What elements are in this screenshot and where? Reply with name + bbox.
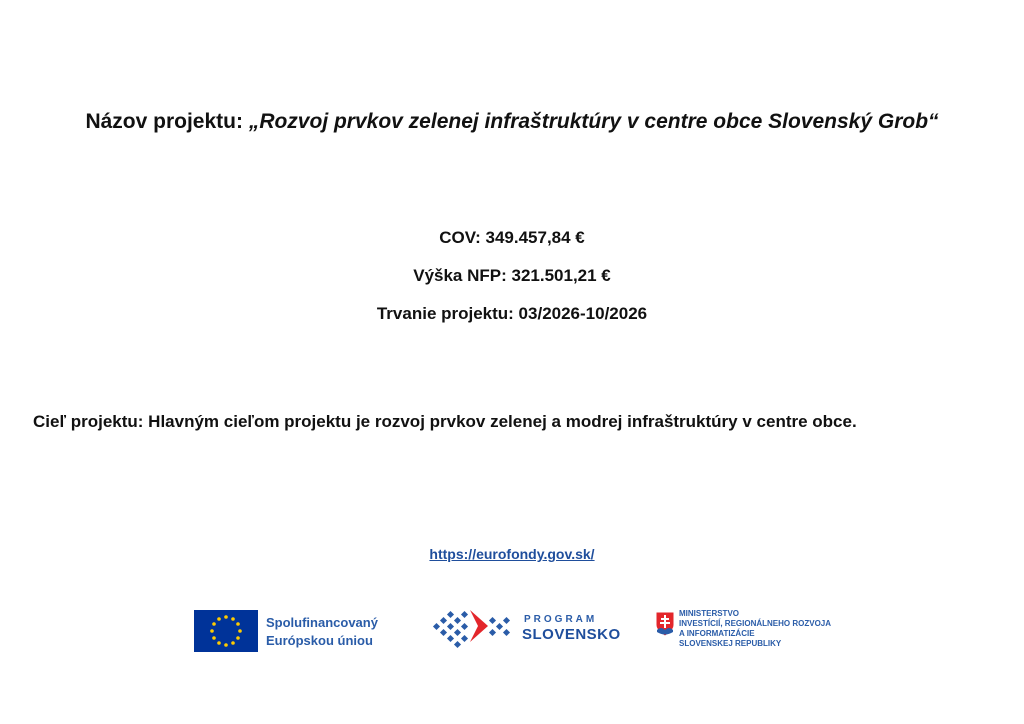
eu-line-1: Spolufinancovaný [266, 615, 378, 630]
program-label: PROGRAM [524, 614, 598, 625]
ministry-line-4: SLOVENSKEJ REPUBLIKY [679, 639, 782, 648]
eurofondy-link[interactable]: https://eurofondy.gov.sk/ [429, 546, 595, 562]
eu-cofunded-text [266, 614, 378, 650]
slovak-coat-of-arms-icon [655, 611, 675, 642]
cov-value: COV: 349.457,84 € [439, 228, 585, 247]
project-duration: Trvanie projektu: 03/2026-10/2026 [376, 304, 648, 323]
project-goal: Cieľ projektu: Hlavným cieľom projektu je rozvoj prvkov zelenej a modrej infraštruktúry v centre obce. [33, 412, 857, 431]
ministry-line-3: A INFORMATIZÁCIE [679, 629, 755, 638]
ministry-line-1: MINISTERSTVO [679, 609, 740, 618]
slovensko-label: SLOVENSKO [522, 626, 621, 643]
project-title [0, 110, 1024, 134]
program-slovensko-mark-icon [432, 606, 516, 655]
project-title-label: Názov projektu: [85, 110, 249, 133]
ministry-text [679, 609, 831, 649]
eu-flag-icon [194, 610, 258, 652]
ministry-line-2: INVESTÍCIÍ, REGIONÁLNEHO ROZVOJA [679, 619, 832, 628]
eu-line-2: Európskou úniou [266, 633, 373, 648]
nfp-value: Výška NFP: 321.501,21 € [413, 266, 611, 285]
project-title-name: „Rozvoj prvkov zelenej infraštruktúry v centre obce Slovenský Grob“ [248, 110, 939, 133]
